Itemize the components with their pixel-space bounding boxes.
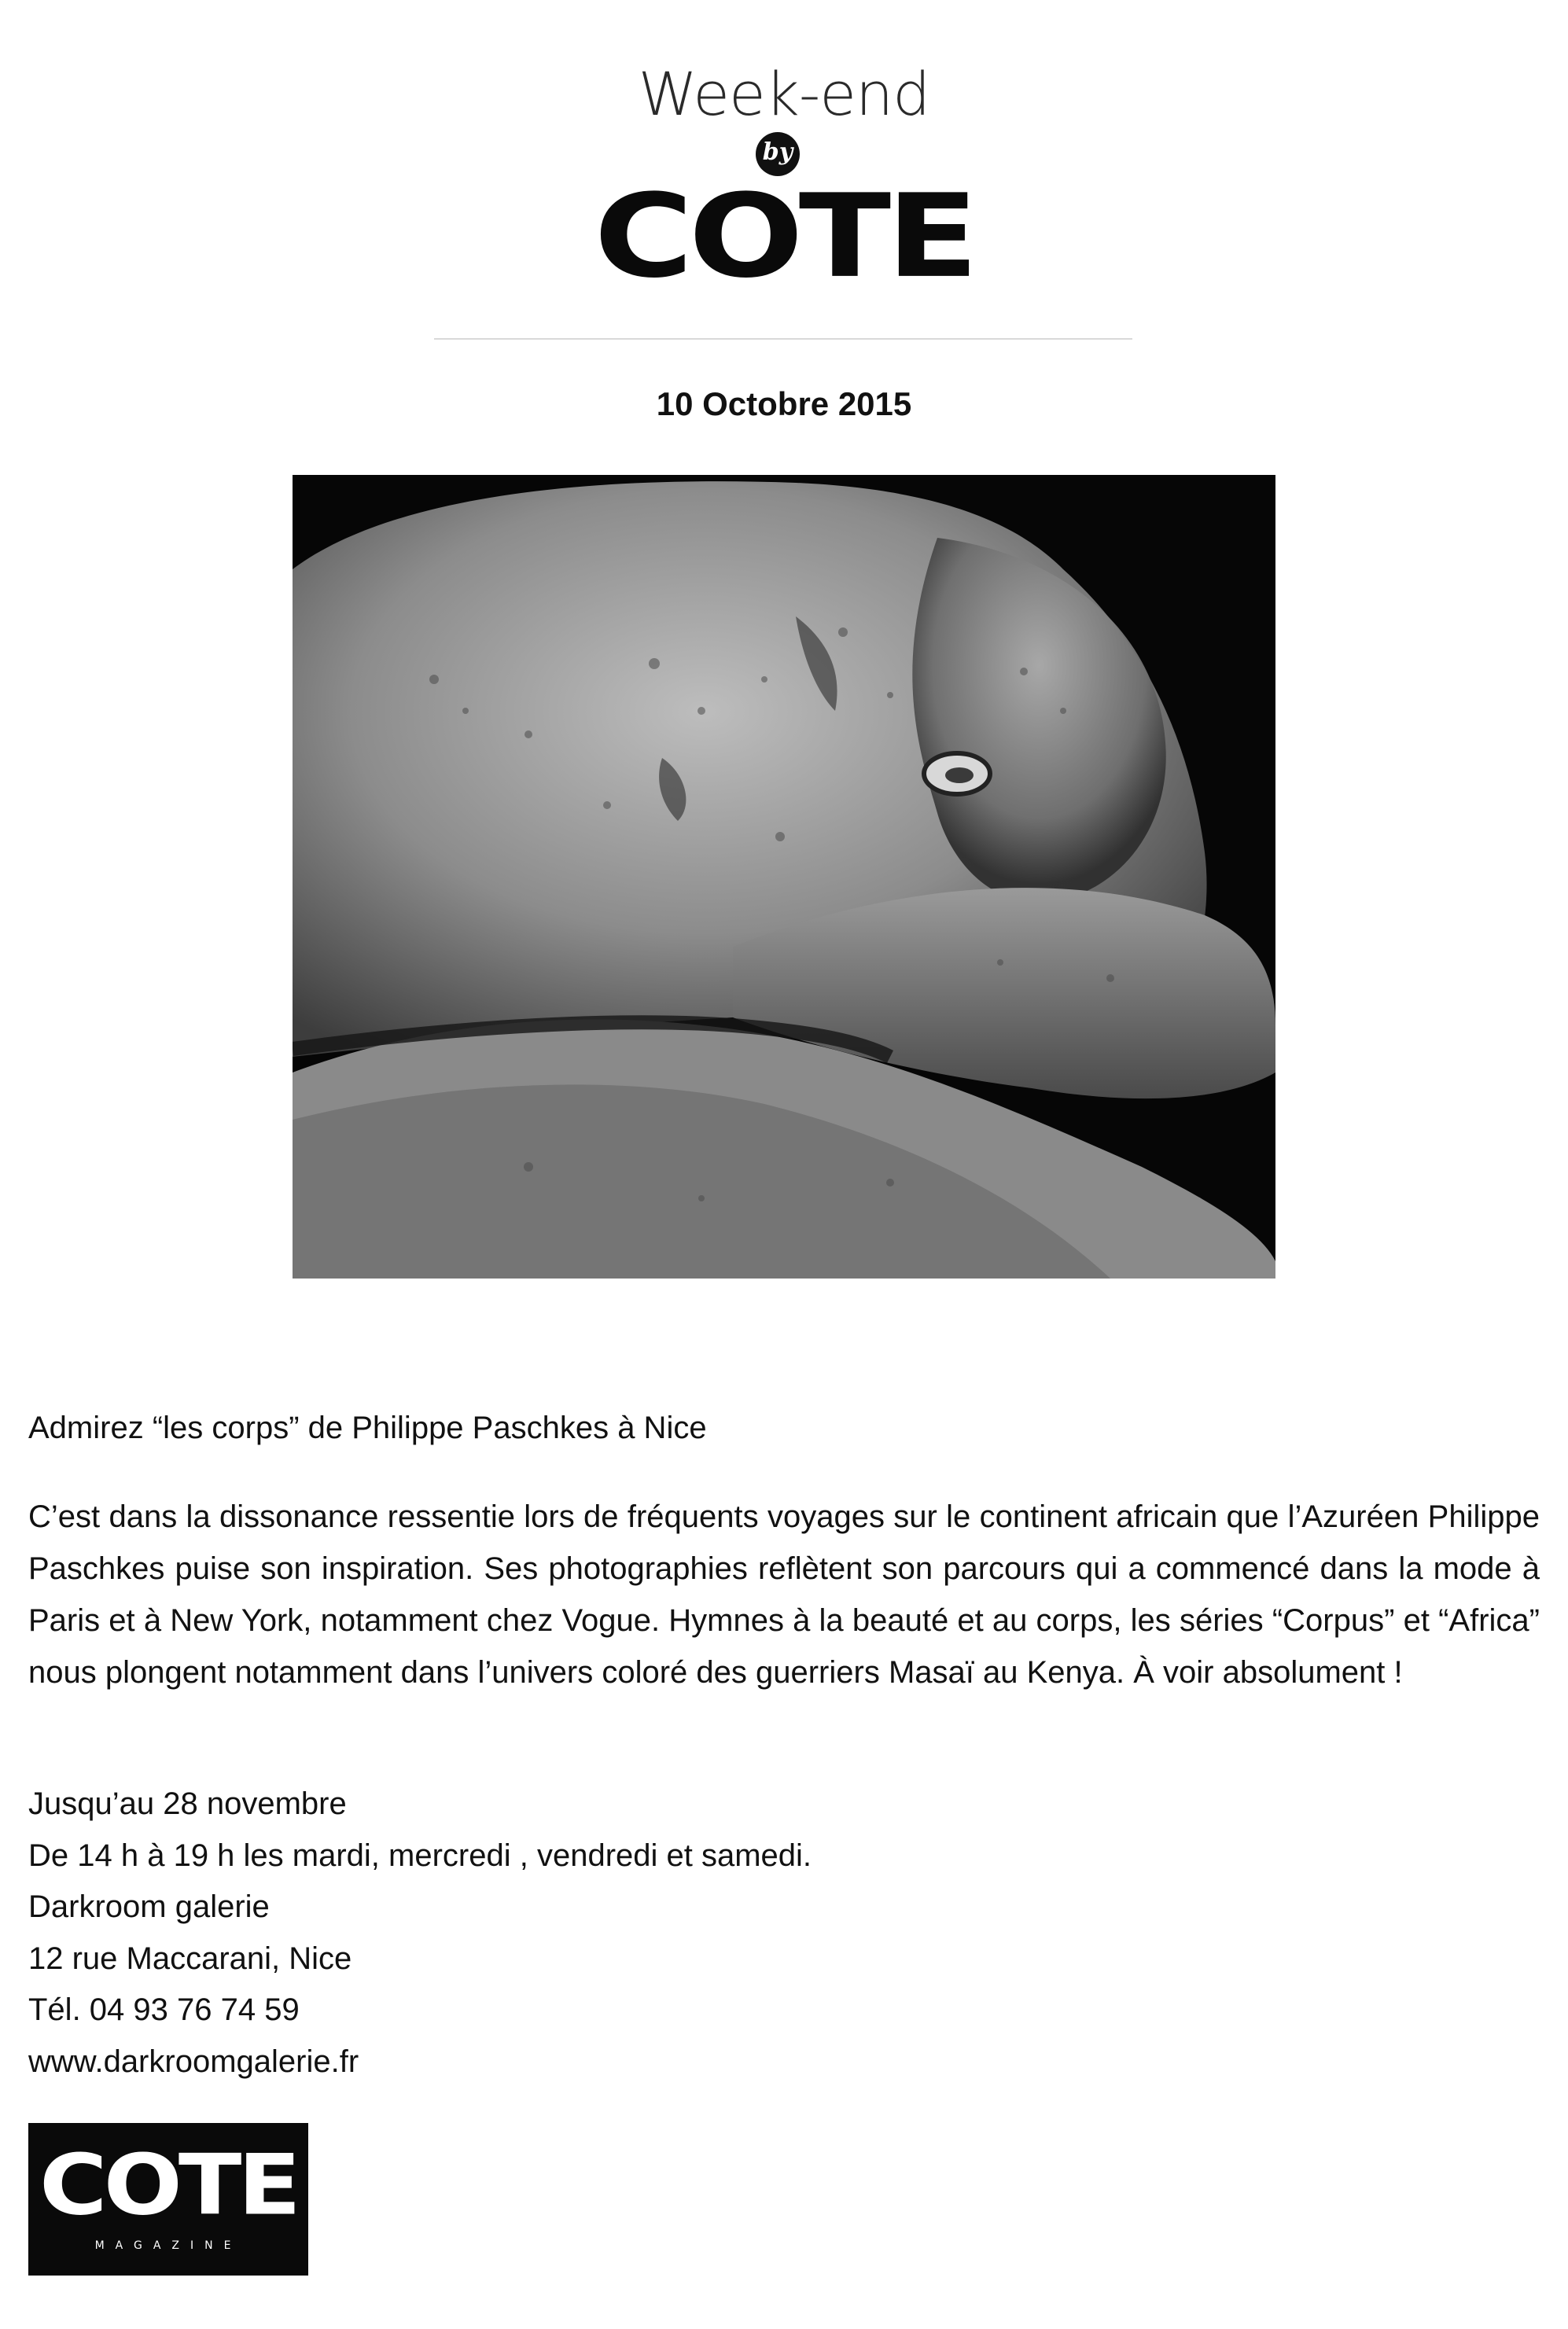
detail-phone: Tél. 04 93 76 74 59 — [28, 1992, 300, 2027]
detail-dates: Jusqu’au 28 novembre — [28, 1786, 347, 1821]
event-details — [28, 1779, 1540, 2088]
cote-magazine-logo — [28, 2123, 308, 2276]
header-divider — [434, 338, 1132, 340]
photograph-icon — [293, 475, 1275, 1279]
detail-address: 12 rue Maccarani, Nice — [28, 1941, 352, 1976]
footer-logo-sub: MAGAZINE — [94, 2239, 242, 2252]
detail-hours: De 14 h à 19 h les mardi, mercredi , vendredi et samedi. — [28, 1838, 812, 1873]
article-headline: Admirez “les corps” de Philippe Paschkes à Nice — [28, 1411, 707, 1445]
masthead-by-badge: by — [756, 132, 800, 176]
article-body: C’est dans la dissonance ressentie lors de fréquents voyages sur le continent africain que l’Azuréen Philippe Paschkes puise son inspiration. Ses photographies reflètent son parcours qui a commencé dans la mode à Paris et à New York, notamment chez Vogue. Hymnes à la beauté et au corps, les séries “Corpus” et “Africa” nous plongent notamment dans l’univers coloré des guerriers Masaï au Kenya. À voir absolument ! — [28, 1499, 1540, 1690]
footer-logo-brand: COTE — [39, 2136, 297, 2234]
masthead-weekend-text: Week-end — [638, 59, 930, 129]
masthead-brand: COTE — [594, 168, 974, 304]
article-photo — [293, 475, 1275, 1279]
detail-website: www.darkroomgalerie.fr — [28, 2044, 359, 2079]
detail-venue: Darkroom galerie — [28, 1889, 270, 1924]
masthead-logo — [0, 55, 1568, 304]
article-date: 10 Octobre 2015 — [656, 385, 912, 422]
